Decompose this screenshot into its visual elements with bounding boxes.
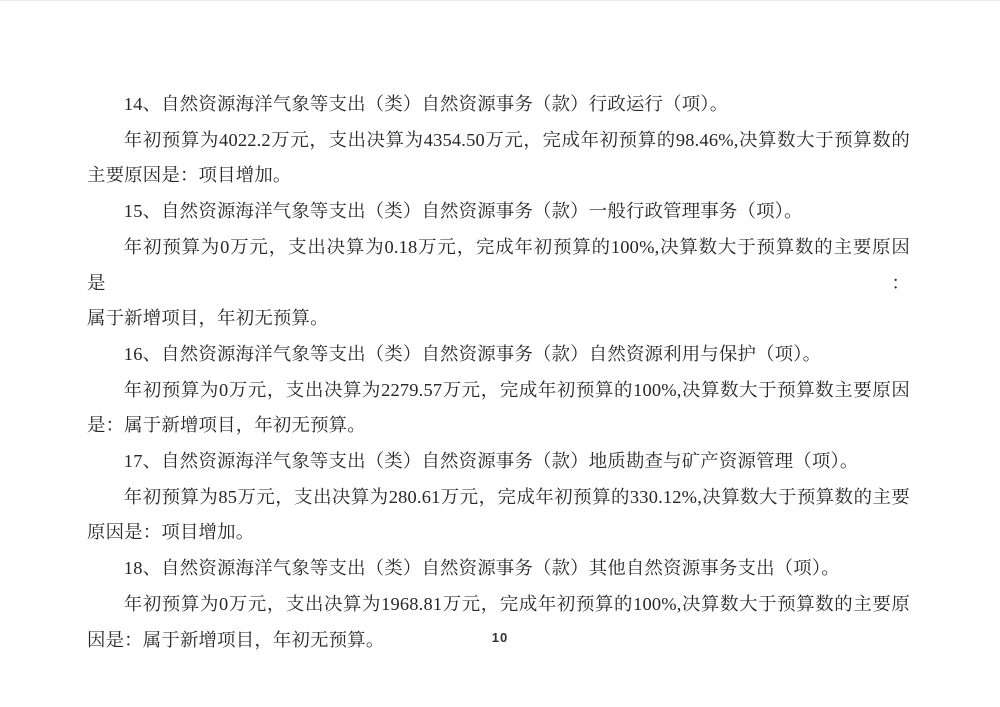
item-15-detail: [87, 230, 910, 337]
item-16-heading: [87, 337, 910, 373]
text-line: 年初预算为0万元，支出决算为2279.57万元，完成年初预算的100%,决算数大于预算数主要原因: [123, 379, 910, 400]
text-line: 年初预算为0万元，支出决算为1968.81万元，完成年初预算的100%,决算数大于预算数的主要原: [123, 593, 910, 614]
item-16-detail: [87, 373, 910, 444]
item-18-detail: [87, 587, 910, 658]
item-17-detail: [87, 480, 910, 551]
text-line: 15、自然资源海洋气象等支出（类）自然资源事务（款）一般行政管理事务（项）。: [123, 201, 803, 222]
item-15-heading: [87, 194, 910, 230]
item-17-heading: [87, 444, 910, 480]
page-number: 10: [491, 630, 509, 645]
text-line: 18、自然资源海洋气象等支出（类）自然资源事务（款）其他自然资源事务支出（项）。: [123, 558, 840, 579]
document-body: [87, 87, 910, 658]
text-line: 年初预算为0万元，支出决算为0.18万元，完成年初预算的100%,决算数大于预算数的主要原因是：: [87, 236, 910, 293]
text-line: 主要原因是：项目增加。: [87, 165, 292, 186]
text-line: 是：属于新增项目，年初无预算。: [87, 415, 366, 436]
text-line: 年初预算为85万元，支出决算为280.61万元，完成年初预算的330.12%,决算数大于预算数的主要: [123, 486, 910, 507]
item-14-heading: [87, 87, 910, 123]
text-line: 原因是：项目增加。: [87, 522, 255, 543]
text-line: 年初预算为4022.2万元，支出决算为4354.50万元，完成年初预算的98.46%,决算数大于预算数的: [123, 129, 910, 150]
item-14-detail: [87, 123, 910, 194]
item-18-heading: [87, 551, 910, 587]
text-line: 14、自然资源海洋气象等支出（类）自然资源事务（款）行政运行（项）。: [123, 94, 729, 114]
text-line: 16、自然资源海洋气象等支出（类）自然资源事务（款）自然资源利用与保护（项）。: [123, 343, 822, 364]
text-line: 17、自然资源海洋气象等支出（类）自然资源事务（款）地质勘查与矿产资源管理（项）。: [123, 451, 859, 472]
text-line: 属于新增项目，年初无预算。: [87, 308, 329, 329]
text-line: 因是：属于新增项目，年初无预算。: [87, 629, 385, 650]
